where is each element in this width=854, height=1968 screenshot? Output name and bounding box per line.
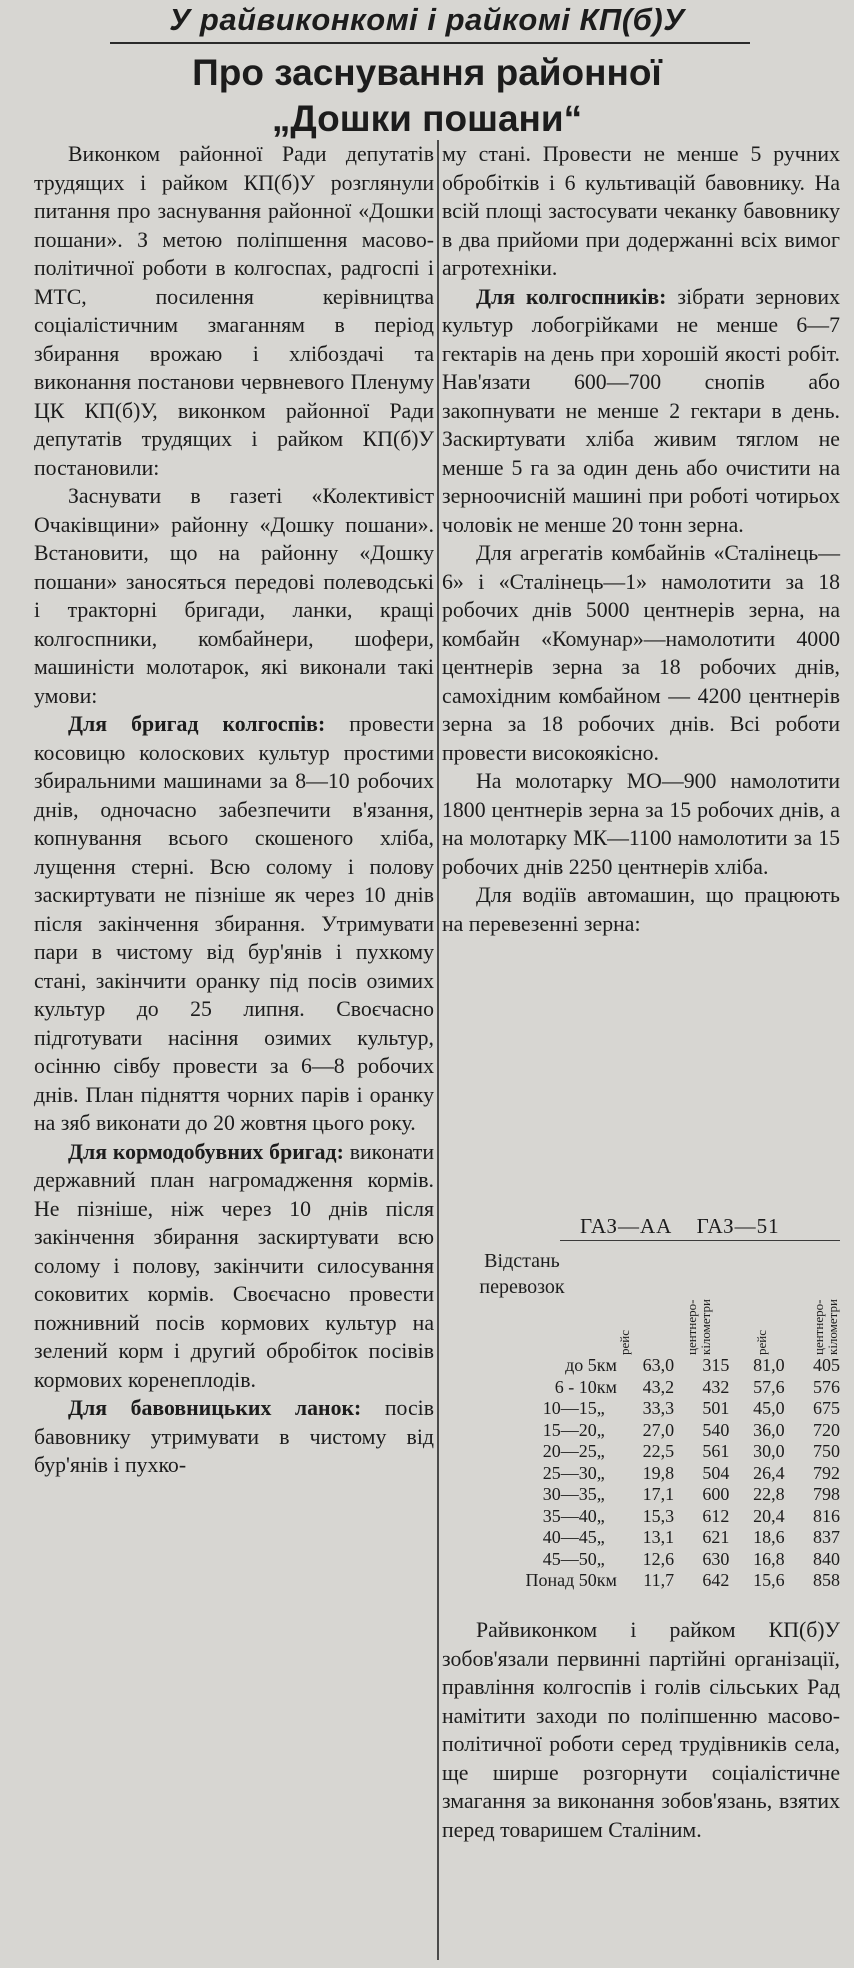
vehicle-gaz-51: ГАЗ—51 [696,1214,780,1238]
left-column [34,140,434,1480]
unit-cell: „ [596,1484,605,1504]
value-cell: 501 [702,1398,730,1418]
table-row [446,1506,840,1528]
distance-cell: 35—40 [542,1505,597,1526]
unit-cell: „ [596,1505,605,1526]
headline-line-2: „Дошки пошани“ [271,98,583,139]
value-cell: 17,1 [642,1484,675,1504]
value-cell: 816 [813,1505,840,1526]
paragraph-lead: Для бригад колгоспів: [68,712,326,736]
col-label-trips-aa: рейс [617,1330,632,1355]
value-cell: 858 [813,1570,840,1590]
unit-cell: км [596,1355,617,1375]
value-cell: 22,5 [642,1441,675,1461]
paragraph-lead: Для бавовницьких ланок: [68,1396,362,1420]
table-row [446,1420,840,1442]
paragraph-text: Для агрегатів комбайнів «Сталінець—6» і «Сталінець—1» намолотити за 18 робочих днів 5000 центнерів зерна, на комбайн «Комунар»—намолотити 4000 центнерів зерна за 18 робочих днів, самохідним комбайном — 4200 центнерів зерна за 18 робочих днів. Всі роботи провести високоякісно. [442,541,840,765]
table-row [446,1377,840,1399]
distance-cell: 25—30 [542,1462,597,1483]
value-cell: 15,6 [753,1570,785,1590]
left-paragraph [34,482,434,710]
table-vehicle-header [580,1214,840,1239]
value-cell: 30,0 [753,1441,785,1461]
value-cell: 18,6 [753,1527,785,1547]
value-cell: 432 [702,1376,730,1397]
value-cell: 600 [702,1484,730,1504]
rubric-rule [110,42,750,44]
table-row [446,1355,840,1377]
value-cell: 621 [702,1527,730,1547]
value-cell: 837 [813,1527,840,1547]
section-rubric: У райвиконкомі і райкомі КП(б)У [169,2,685,37]
distance-cell: Понад 50 [525,1570,597,1590]
value-cell: 405 [813,1355,840,1375]
right-paragraph [442,881,840,938]
distance-cell: 20—25 [542,1441,597,1461]
distance-cell: 6 - 10 [554,1376,597,1397]
table-row [446,1549,840,1571]
value-cell: 57,6 [753,1376,785,1397]
value-cell: 27,0 [642,1419,675,1440]
value-cell: 11,7 [643,1570,675,1590]
unit-cell: км [596,1570,617,1590]
distance-cell: 30—35 [542,1484,597,1504]
value-cell: 612 [702,1505,730,1526]
paragraph-text: Виконком районної Ради депутатів трудящих і райком КП(б)У розглянули питання про заснування районної «Дошки пошани». З метою поліпшення масово-політичної роботи в колгоспах, радгоспі і МТС, посилення керівництва соціалістичним змаганням в період збирання врожаю і хлібоздачі та виконання постанови червневого Пленуму ЦК КП(б)У, виконком районної Ради депутатів трудящих і райком КП(б)У постановили: [34,142,434,480]
paragraph-lead: Для колгоспників: [476,284,667,309]
value-cell: 840 [813,1548,840,1569]
col-label-ckm-aa: центнеро-кілометри [684,1299,713,1355]
distance-cell: 40—45 [542,1527,597,1547]
value-cell: 43,2 [642,1376,675,1397]
paragraph-text: виконати державний план нагромадження кормів. Не пізніше, ніж через 10 днів після закінчення збирання заскиртувати всю солому і полову, закінчити силосування соковитих кормів. Своєчасно провести пожнивний посів кормових культур на зелений корм і другий обробіток посівів кормових коренеплодів. [34,1139,434,1392]
value-cell: 798 [813,1484,840,1504]
value-cell: 792 [813,1462,840,1483]
paragraph-text: провести косовицю колоскових культур простими збиральними машинами за 8—10 робочих днів, одночасно забезпечити в'язання, копнування всього скошеного хліба, лущення стерні. Всю солому і полову заскиртувати не пізніше як через 10 днів після закінчення збирання. Утримувати пари в чистому від бур'янів і пухкому стані, закінчити оранку під посів озимих культур до 25 липня. Своєчасно підготувати насіння озимих культур, осінню сівбу провести за 6—8 робочих днів. План підняття чорних парів і оранку на зяб виконати до 20 жовтня цього року. [34,712,434,1135]
value-cell: 504 [702,1462,730,1483]
distance-column-label: Відстань перевозок [479,1250,565,1298]
headline-line-1: Про заснування районної [192,52,662,93]
left-paragraph [34,1138,434,1395]
distance-cell: 10—15 [542,1398,597,1418]
table-row [446,1527,840,1549]
closing-text: Райвиконком і райком КП(б)У зобов'язали первинні партійні організації, правління колгоспів і голів сільських Рад намітити заходи по поліпшенню масово-політичної роботи серед трудівників села, ще ширше розгорнути соціалістичне змагання за виконання зобов'язань, взятих перед товаришем Сталіним. [442,1618,840,1842]
paragraph-lead: Для кормодобувних бригад: [68,1139,344,1164]
value-cell: 22,8 [753,1484,785,1504]
table-row [446,1484,840,1506]
value-cell: 19,8 [642,1462,675,1483]
distance-cell: до 5 [565,1355,597,1375]
unit-cell: км [596,1376,617,1397]
paragraph-text: посів бавовнику утримувати в чистому від бур'янів і пухко- [34,1396,434,1477]
vehicle-gaz-aa: ГАЗ—АА [580,1214,673,1238]
right-paragraph [442,283,840,540]
col-label-trips-51: рейс [754,1330,769,1355]
table-row [446,1398,840,1420]
left-paragraph [34,1394,434,1480]
left-paragraph [34,710,434,1138]
col-label-ckm-51: центнеро-кілометри [811,1299,840,1355]
right-paragraph [442,140,840,283]
value-cell: 20,4 [753,1505,785,1526]
value-cell: 561 [702,1441,730,1461]
unit-cell: „ [596,1441,605,1461]
value-cell: 81,0 [753,1355,785,1375]
right-paragraph [442,539,840,767]
distance-cell: 15—20 [542,1419,597,1440]
value-cell: 630 [702,1548,730,1569]
left-paragraph [34,140,434,482]
table-row [446,1570,840,1592]
closing-paragraph [442,1616,840,1844]
value-cell: 720 [813,1419,840,1440]
value-cell: 315 [702,1355,730,1375]
value-cell: 12,6 [642,1548,675,1569]
table-row [446,1441,840,1463]
column-divider [437,140,439,1960]
table-header-rule [560,1240,840,1241]
value-cell: 675 [813,1398,840,1418]
paragraph-text: му стані. Провести не менше 5 ручних обробітків і 6 культивацій бавовнику. На всій площі застосувати чеканку бавовнику в два прийоми при додержанні всіх вимог агротехніки. [442,142,840,280]
value-cell: 13,1 [642,1527,675,1547]
paragraph-text: Для водіїв автомашин, що працюють на перевезенні зерна: [442,883,840,936]
unit-cell: „ [596,1548,605,1569]
value-cell: 33,3 [642,1398,675,1418]
value-cell: 750 [813,1441,840,1461]
unit-cell: „ [596,1398,605,1418]
unit-cell: „ [596,1527,605,1547]
value-cell: 45,0 [753,1398,785,1418]
value-cell: 15,3 [642,1505,675,1526]
value-cell: 642 [702,1570,730,1590]
paragraph-text: Заснувати в газеті «Колективіст Очаківщини» районну «Дошку пошани». Встановити, що на районну «Дошку пошани» заносяться передові полеводські і тракторні бригади, ланки, кращі колгоспники, комбайнери, шофери, машиністи молотарок, які виконали такі умови: [34,484,434,708]
right-column [442,140,840,938]
value-cell: 63,0 [642,1355,675,1375]
value-cell: 540 [702,1419,730,1440]
value-cell: 26,4 [753,1462,785,1483]
unit-cell: „ [596,1462,605,1483]
distance-cell: 45—50 [542,1548,597,1569]
value-cell: 16,8 [753,1548,785,1569]
value-cell: 36,0 [753,1419,785,1440]
paragraph-text: На молотарку МО—900 намолотити 1800 центнерів зерна за 15 робочих днів, а на молотарку МК—1100 намолотити за 15 робочих днів 2250 центнерів хліба. [442,769,840,879]
transport-norms-table [446,1355,840,1592]
unit-cell: „ [596,1419,605,1440]
table-row [446,1463,840,1485]
right-paragraph [442,767,840,881]
value-cell: 576 [813,1376,840,1397]
paragraph-text: зібрати зернових культур лобогрійками не менше 6—7 гектарів на день при хорошій якості робіт. Нав'язати 600—700 снопів або закопнувати не менше 2 гектари в день. Заскиртувати хліба живим тяглом не менше 5 га за один день або очистити на зерноочисній машині при роботі чотирьох чоловік не менше 20 тонн зерна. [442,284,840,537]
